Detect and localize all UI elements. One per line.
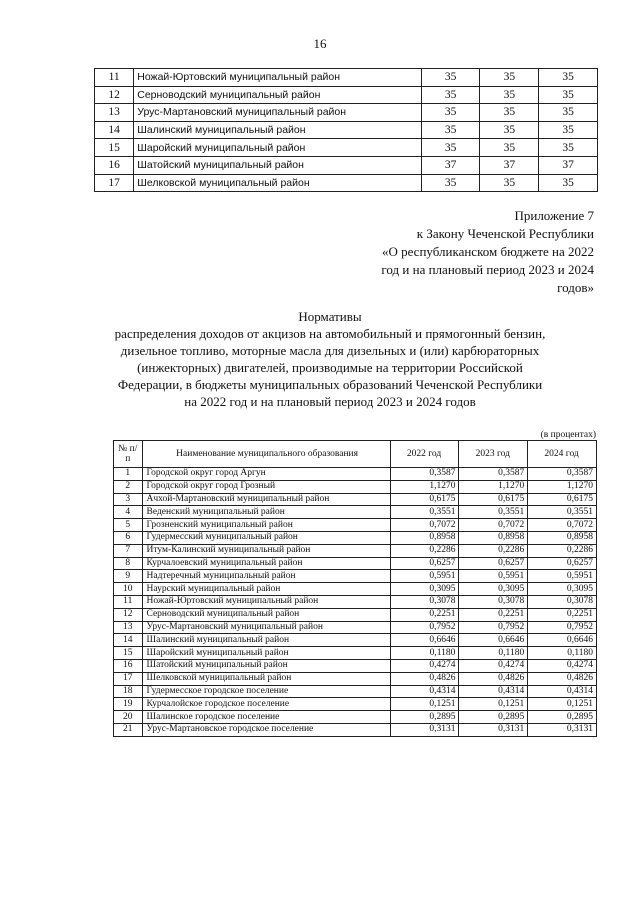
table-row: [95, 139, 598, 157]
table-row: [114, 519, 597, 532]
table-row: [114, 672, 597, 685]
row-value-2022: 0,2251: [390, 608, 459, 621]
title-line: (инжекторных) двигателей, производимые на территории Российской: [137, 360, 523, 375]
row-name: Городской округ город Грозный: [142, 480, 390, 493]
row-number: 15: [114, 647, 143, 660]
row-number: 7: [114, 544, 143, 557]
row-value-2024: 0,2286: [528, 544, 597, 557]
row-value-2023: 0,3551: [459, 506, 528, 519]
row-value-2024: 0,3131: [528, 723, 597, 736]
table-row: [114, 659, 597, 672]
row-value-2024: 0,1251: [528, 698, 597, 711]
row-value-2023: 0,6646: [459, 634, 528, 647]
row-value-2024: 0,6646: [528, 634, 597, 647]
row-value-2023: 1,1270: [459, 480, 528, 493]
row-value-2024: 35: [539, 104, 598, 122]
appendix-header: [254, 207, 594, 297]
row-number: 11: [114, 595, 143, 608]
row-value-2024: 35: [539, 174, 598, 192]
row-name: Шалинский муниципальный район: [134, 121, 421, 139]
row-value-2024: 0,3078: [528, 595, 597, 608]
table-row: [114, 595, 597, 608]
table-row: [114, 468, 597, 481]
row-value-2024: 0,2895: [528, 711, 597, 724]
row-name: Шаройский муниципальный район: [134, 139, 421, 157]
row-value-2022: 0,7072: [390, 519, 459, 532]
unit-note: (в процентах): [540, 430, 596, 440]
header-2023: 2023 год: [459, 441, 528, 468]
table-row: [95, 174, 598, 192]
row-number: 16: [95, 156, 134, 174]
row-value-2023: 0,4274: [459, 659, 528, 672]
row-value-2022: 0,3551: [390, 506, 459, 519]
row-value-2022: 1,1270: [390, 480, 459, 493]
row-value-2022: 35: [421, 139, 480, 157]
row-name: Шатойский муниципальный район: [142, 659, 390, 672]
row-name: Серноводский муниципальный район: [134, 86, 421, 104]
row-name: Курчалоевский муниципальный район: [142, 557, 390, 570]
row-value-2023: 35: [480, 174, 539, 192]
row-name: Ножай-Юртовский муниципальный район: [142, 595, 390, 608]
table-row: [114, 647, 597, 660]
continuation-table: [94, 68, 598, 192]
appendix-line: «О республиканском бюджете на 2022: [381, 244, 594, 259]
row-value-2023: 0,1251: [459, 698, 528, 711]
row-value-2023: 0,3131: [459, 723, 528, 736]
row-value-2022: 0,6175: [390, 493, 459, 506]
row-name: Урус-Мартановский муниципальный район: [142, 621, 390, 634]
row-name: Серноводский муниципальный район: [142, 608, 390, 621]
table-header-row: [114, 441, 597, 468]
row-number: 19: [114, 698, 143, 711]
row-value-2024: 0,1180: [528, 647, 597, 660]
row-value-2024: 0,3551: [528, 506, 597, 519]
row-value-2023: 0,8958: [459, 531, 528, 544]
table-row: [114, 634, 597, 647]
table-row: [95, 86, 598, 104]
table-row: [114, 621, 597, 634]
title-line: распределения доходов от акцизов на автомобильный и прямогонный бензин,: [114, 326, 546, 341]
row-number: 16: [114, 659, 143, 672]
row-value-2023: 0,7072: [459, 519, 528, 532]
row-value-2024: 0,4826: [528, 672, 597, 685]
table-row: [114, 544, 597, 557]
row-value-2024: 0,4314: [528, 685, 597, 698]
row-name: Надтеречный муниципальный район: [142, 570, 390, 583]
title-line: Нормативы: [298, 309, 362, 324]
row-value-2023: 37: [480, 156, 539, 174]
row-number: 18: [114, 685, 143, 698]
header-number: № п/п: [114, 441, 143, 468]
row-value-2022: 0,4826: [390, 672, 459, 685]
row-value-2023: 0,6257: [459, 557, 528, 570]
row-number: 17: [114, 672, 143, 685]
table-row: [95, 156, 598, 174]
row-value-2022: 35: [421, 174, 480, 192]
row-number: 14: [95, 121, 134, 139]
title-line: Федерации, в бюджеты муниципальных образований Чеченской Республики: [117, 377, 543, 392]
row-number: 13: [114, 621, 143, 634]
row-number: 11: [95, 69, 134, 87]
row-value-2024: 0,6257: [528, 557, 597, 570]
row-value-2022: 35: [421, 121, 480, 139]
row-value-2024: 35: [539, 69, 598, 87]
row-value-2022: 0,3078: [390, 595, 459, 608]
row-value-2022: 0,6646: [390, 634, 459, 647]
row-value-2023: 0,5951: [459, 570, 528, 583]
row-value-2022: 0,2286: [390, 544, 459, 557]
row-name: Ножай-Юртовский муниципальный район: [134, 69, 421, 87]
row-value-2023: 0,1180: [459, 647, 528, 660]
row-name: Гудермесское городское поселение: [142, 685, 390, 698]
row-name: Наурский муниципальный район: [142, 583, 390, 596]
row-value-2022: 0,4314: [390, 685, 459, 698]
row-number: 14: [114, 634, 143, 647]
row-name: Шатойский муниципальный район: [134, 156, 421, 174]
row-value-2024: 0,7072: [528, 519, 597, 532]
row-value-2022: 0,3095: [390, 583, 459, 596]
title-line: дизельное топливо, моторные масла для дизельных и (или) карбюраторных: [120, 343, 540, 358]
row-value-2022: 0,3131: [390, 723, 459, 736]
row-value-2023: 0,7952: [459, 621, 528, 634]
appendix-line: год и на плановый период 2023 и 2024: [381, 262, 594, 277]
table-row: [114, 506, 597, 519]
row-value-2023: 0,3078: [459, 595, 528, 608]
row-value-2023: 0,4826: [459, 672, 528, 685]
row-number: 13: [95, 104, 134, 122]
table-row: [114, 711, 597, 724]
table-row: [114, 685, 597, 698]
norms-table: [113, 440, 597, 737]
row-value-2023: 0,2251: [459, 608, 528, 621]
row-value-2022: 0,5951: [390, 570, 459, 583]
row-number: 15: [95, 139, 134, 157]
header-2022: 2022 год: [390, 441, 459, 468]
table-row: [114, 583, 597, 596]
row-value-2024: 0,3587: [528, 468, 597, 481]
row-name: Итум-Калинский муниципальный район: [142, 544, 390, 557]
row-value-2024: 0,8958: [528, 531, 597, 544]
row-name: Шалинский муниципальный район: [142, 634, 390, 647]
table-row: [114, 557, 597, 570]
row-number: 12: [95, 86, 134, 104]
row-value-2022: 37: [421, 156, 480, 174]
row-value-2023: 0,3095: [459, 583, 528, 596]
row-value-2023: 0,3587: [459, 468, 528, 481]
row-value-2023: 0,6175: [459, 493, 528, 506]
row-value-2024: 0,7952: [528, 621, 597, 634]
row-value-2022: 0,1251: [390, 698, 459, 711]
row-name: Шелковской муниципальный район: [142, 672, 390, 685]
row-name: Гудермесский муниципальный район: [142, 531, 390, 544]
table-row: [114, 480, 597, 493]
row-name: Ачхой-Мартановский муниципальный район: [142, 493, 390, 506]
row-value-2024: 37: [539, 156, 598, 174]
row-name: Городской округ город Аргун: [142, 468, 390, 481]
row-value-2023: 35: [480, 121, 539, 139]
row-number: 6: [114, 531, 143, 544]
row-value-2024: 0,4274: [528, 659, 597, 672]
page-number: 16: [313, 36, 327, 51]
row-value-2022: 0,2895: [390, 711, 459, 724]
row-value-2023: 0,4314: [459, 685, 528, 698]
header-2024: 2024 год: [528, 441, 597, 468]
row-value-2022: 35: [421, 69, 480, 87]
table-row: [95, 104, 598, 122]
row-number: 10: [114, 583, 143, 596]
row-value-2022: 0,1180: [390, 647, 459, 660]
row-name: Шалинское городское поселение: [142, 711, 390, 724]
appendix-line: к Закону Чеченской Республики: [416, 226, 594, 241]
row-value-2023: 35: [480, 139, 539, 157]
row-value-2024: 0,6175: [528, 493, 597, 506]
row-name: Веденский муниципальный район: [142, 506, 390, 519]
row-number: 21: [114, 723, 143, 736]
appendix-line: Приложение 7: [514, 208, 594, 223]
row-value-2022: 35: [421, 86, 480, 104]
table-row: [114, 698, 597, 711]
row-number: 20: [114, 711, 143, 724]
table-row: [114, 570, 597, 583]
row-name: Урус-Мартановское городское поселение: [142, 723, 390, 736]
row-number: 12: [114, 608, 143, 621]
row-number: 17: [95, 174, 134, 192]
row-number: 9: [114, 570, 143, 583]
row-value-2024: 0,3095: [528, 583, 597, 596]
row-value-2024: 35: [539, 86, 598, 104]
table-row: [95, 121, 598, 139]
appendix-line: годов»: [557, 280, 594, 295]
row-value-2024: 1,1270: [528, 480, 597, 493]
row-value-2022: 0,3587: [390, 468, 459, 481]
document-title: [40, 308, 620, 410]
row-value-2024: 0,2251: [528, 608, 597, 621]
row-value-2022: 0,7952: [390, 621, 459, 634]
row-value-2023: 0,2286: [459, 544, 528, 557]
row-number: 8: [114, 557, 143, 570]
row-value-2023: 35: [480, 86, 539, 104]
row-name: Грозненский муниципальный район: [142, 519, 390, 532]
table-row: [114, 723, 597, 736]
row-name: Курчалойское городское поселение: [142, 698, 390, 711]
title-line: на 2022 год и на плановый период 2023 и 2024 годов: [184, 394, 476, 409]
row-name: Шелковской муниципальный район: [134, 174, 421, 192]
row-number: 2: [114, 480, 143, 493]
row-value-2023: 35: [480, 69, 539, 87]
table-row: [114, 608, 597, 621]
row-number: 1: [114, 468, 143, 481]
row-value-2023: 0,2895: [459, 711, 528, 724]
row-value-2024: 0,5951: [528, 570, 597, 583]
row-value-2023: 35: [480, 104, 539, 122]
row-number: 5: [114, 519, 143, 532]
row-number: 3: [114, 493, 143, 506]
row-value-2024: 35: [539, 139, 598, 157]
row-value-2022: 0,4274: [390, 659, 459, 672]
header-name: Наименование муниципального образования: [142, 441, 390, 468]
row-number: 4: [114, 506, 143, 519]
table-row: [95, 69, 598, 87]
row-value-2024: 35: [539, 121, 598, 139]
row-value-2022: 0,6257: [390, 557, 459, 570]
row-name: Шаройский муниципальный район: [142, 647, 390, 660]
row-value-2022: 35: [421, 104, 480, 122]
row-name: Урус-Мартановский муниципальный район: [134, 104, 421, 122]
table-row: [114, 493, 597, 506]
row-value-2022: 0,8958: [390, 531, 459, 544]
table-row: [114, 531, 597, 544]
